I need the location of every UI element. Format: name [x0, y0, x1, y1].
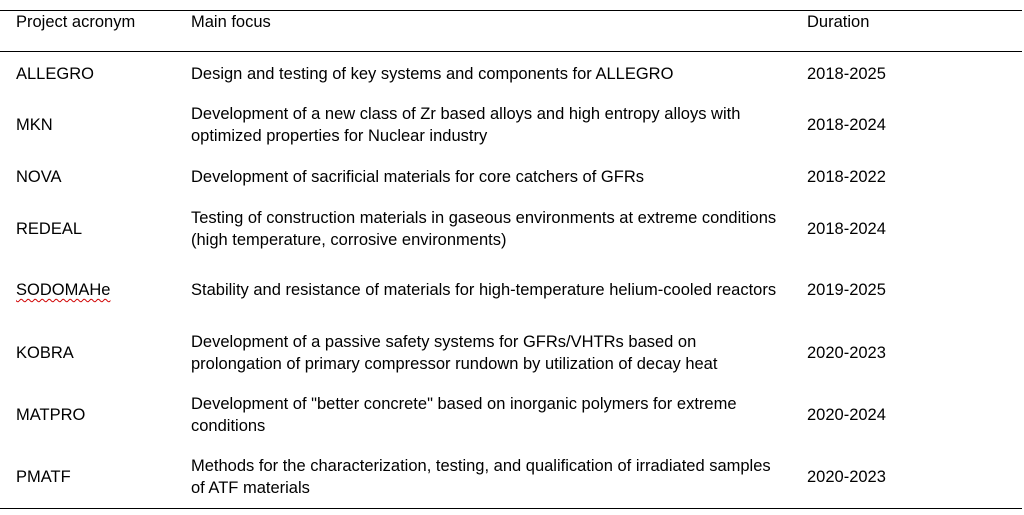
table-row — [0, 258, 1022, 322]
projects-table — [0, 10, 1022, 509]
table-row — [0, 446, 1022, 508]
cell-main-focus: Stability and resistance of materials for high-temperature helium-cooled reactors — [191, 281, 777, 299]
cell-duration: 2018-2025 — [807, 65, 886, 83]
cell-duration: 2018-2024 — [807, 220, 886, 238]
cell-main-focus: Development of "better concrete" based on inorganic polymers for extreme conditions — [191, 395, 737, 435]
header-project-acronym: Project acronym — [16, 13, 136, 31]
cell-main-focus: Development of a passive safety systems for GFRs/VHTRs based on prolongation of primary compressor rundown by utilization of decay heat — [191, 333, 718, 373]
cell-duration: 2020-2024 — [807, 406, 886, 424]
table-row — [0, 322, 1022, 384]
cell-main-focus: Testing of construction materials in gaseous environments at extreme conditions (high temperature, corrosive environments) — [191, 209, 777, 249]
cell-acronym: PMATF — [16, 468, 71, 486]
header-duration: Duration — [807, 13, 870, 31]
table-row — [0, 52, 1022, 96]
cell-duration: 2020-2023 — [807, 344, 886, 362]
cell-main-focus: Development of a new class of Zr based alloys and high entropy alloys with optimized properties for Nuclear industry — [191, 105, 741, 145]
cell-acronym: MATPRO — [16, 406, 86, 424]
cell-acronym: MKN — [16, 116, 53, 134]
header-main-focus: Main focus — [191, 13, 271, 31]
table-row — [0, 384, 1022, 446]
table-header — [0, 11, 1022, 52]
cell-acronym: KOBRA — [16, 344, 74, 362]
cell-acronym: SODOMAHe — [16, 281, 111, 299]
cell-main-focus: Development of sacrificial materials for core catchers of GFRs — [191, 168, 644, 186]
cell-acronym: REDEAL — [16, 220, 83, 238]
table-row — [0, 200, 1022, 258]
cell-duration: 2020-2023 — [807, 468, 886, 486]
cell-acronym: NOVA — [16, 168, 62, 186]
cell-duration: 2018-2024 — [807, 116, 886, 134]
table-row — [0, 96, 1022, 154]
table-row — [0, 154, 1022, 200]
cell-duration: 2019-2025 — [807, 281, 886, 299]
cell-main-focus: Design and testing of key systems and components for ALLEGRO — [191, 65, 674, 83]
cell-duration: 2018-2022 — [807, 168, 886, 186]
cell-main-focus: Methods for the characterization, testing, and qualification of irradiated samples of ATF materials — [191, 457, 771, 497]
cell-acronym: ALLEGRO — [16, 65, 94, 83]
